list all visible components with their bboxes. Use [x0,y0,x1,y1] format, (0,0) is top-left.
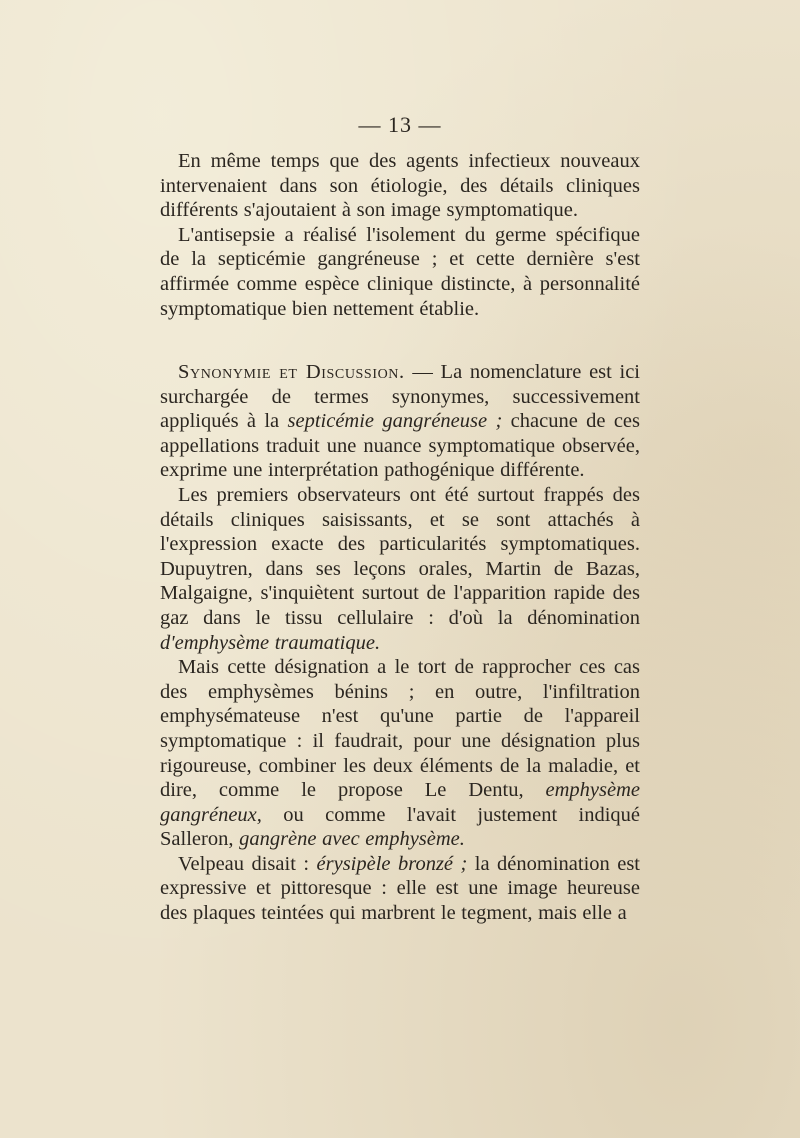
section-synonymie [160,360,640,926]
section-heading: Synonymie et Discussion. [178,361,405,383]
page-number: — 13 — [358,112,442,137]
italic-term: érysipèle bronzé ; [316,852,468,875]
italic-term: emphysème gangréneux, [160,779,640,826]
text-run: ou comme l'avait justement indiqué Salleron, [160,803,640,851]
paragraph [160,852,640,926]
paragraph [160,483,640,655]
intro-text-block [160,149,640,321]
italic-term: septicémie gangréneuse ; [287,410,503,433]
italic-term: gangrène avec emphysème. [239,828,465,851]
text-run: Mais cette désignation a le tort de rapprocher ces cas des emphysèmes bénins ; en outre, l'infiltration emphysémateuse n'est qu'une partie de l'appareil symptomatique : il faudrait, pour une désignation plus rigoureuse, combiner les deux éléments de la maladie, et dire, comme le propose Le Dentu, [160,656,640,802]
text-run: Les premiers observateurs ont été surtout frappés des détails cliniques saisissants, et se sont attachés à l'expression exacte des particularités symptomatiques. Dupuytren, dans ses leçons orales, Martin de Bazas, Malgaigne, s'inquiètent surtout de l'apparition rapide des gaz dans le tissu cellulaire : d'où la dénomination [160,483,640,629]
text-run: chacune de ces appellations traduit une nuance symptomatique observée, exprime une interprétation pathogénique différente. [160,410,641,482]
paragraph: En même temps que des agents infectieux nouveaux intervenaient dans son étiologie, des détails cliniques différents s'ajoutaient à son image symptomatique. [160,150,640,222]
italic-term: d'emphysème traumatique. [160,631,381,654]
text-run: la dénomination est expressive et pittoresque : elle est une image heureuse des plaques teintées qui marbrent le tegment, mais elle a [160,852,641,925]
text-run: — La nomenclature est ici surchargée de termes synonymes, successivement appliqués à la [160,361,640,433]
paragraph: L'antisepsie a réalisé l'isolement du germe spécifique de la septicémie gangréneuse ; et cette dernière s'est affirmée comme espèce clinique distincte, à personnalité symptomatique bien nettement établie. [160,223,640,320]
paragraph [160,655,640,852]
paragraph [160,360,640,483]
text-run: Velpeau disait : [178,852,317,875]
